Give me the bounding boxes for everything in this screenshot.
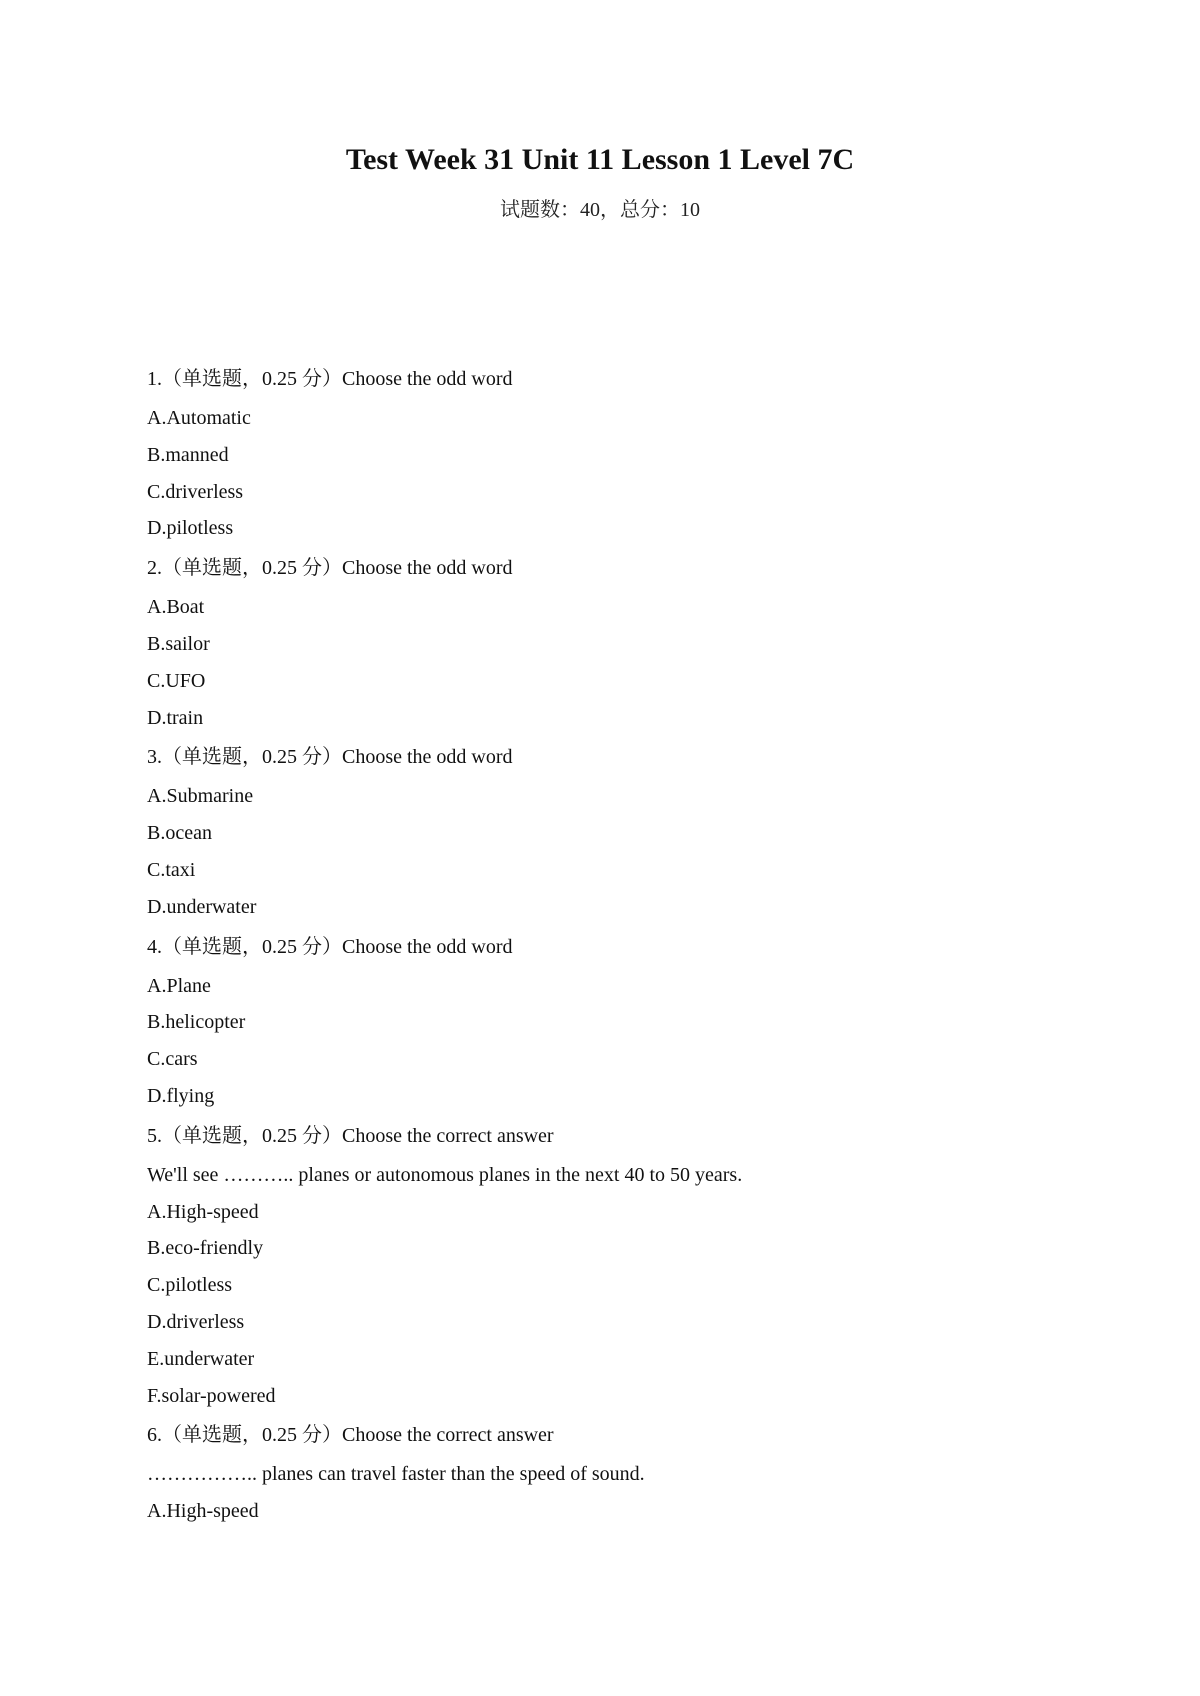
answer-option[interactable]: A.Boat <box>147 596 205 619</box>
answer-option[interactable]: B.eco-friendly <box>147 1237 264 1260</box>
answer-option[interactable]: A.Automatic <box>147 407 251 429</box>
question-stem: …………….. planes can travel faster than the speed of sound. <box>147 1463 645 1486</box>
answer-option[interactable]: D.train <box>147 706 204 729</box>
answer-option[interactable]: C.pilotless <box>147 1274 233 1297</box>
answer-option[interactable]: B.manned <box>147 443 229 466</box>
document-subtitle: 试题数：40，总分：10 <box>500 199 700 221</box>
question-header: 5.（单选题，0.25 分）Choose the correct answer <box>147 1124 554 1147</box>
answer-option[interactable]: D.flying <box>147 1084 215 1107</box>
question-header: 6.（单选题，0.25 分）Choose the correct answer <box>147 1424 554 1447</box>
question-stem: We'll see ……….. planes or autonomous planes in the next 40 to 50 years. <box>147 1163 743 1186</box>
answer-option[interactable]: C.cars <box>147 1048 198 1071</box>
answer-option[interactable]: C.UFO <box>147 669 206 692</box>
answer-option[interactable]: B.sailor <box>147 632 210 655</box>
answer-option[interactable]: A.Plane <box>147 974 211 997</box>
question-header: 4.（单选题，0.25 分）Choose the odd word <box>147 935 513 958</box>
answer-option[interactable]: C.taxi <box>147 858 196 881</box>
question-header: 2.（单选题，0.25 分）Choose the odd word <box>147 557 513 580</box>
answer-option[interactable]: D.underwater <box>147 895 257 918</box>
question-header: 1.（单选题，0.25 分）Choose the odd word <box>147 368 513 390</box>
answer-option[interactable]: B.ocean <box>147 822 212 845</box>
answer-option[interactable]: B.helicopter <box>147 1011 246 1034</box>
question-header: 3.（单选题，0.25 分）Choose the odd word <box>147 746 513 769</box>
answer-option[interactable]: E.underwater <box>147 1347 255 1370</box>
answer-option[interactable]: F.solar-powered <box>147 1384 276 1407</box>
answer-option[interactable]: D.driverless <box>147 1310 245 1333</box>
answer-option[interactable]: A.Submarine <box>147 785 254 808</box>
answer-option[interactable]: D.pilotless <box>147 517 234 540</box>
question-list <box>147 358 1107 1530</box>
answer-option[interactable]: A.High-speed <box>147 1200 259 1223</box>
document-title: Test Week 31 Unit 11 Lesson 1 Level 7C <box>345 143 855 176</box>
answer-option[interactable]: A.High-speed <box>147 1500 259 1523</box>
answer-option[interactable]: C.driverless <box>147 480 244 503</box>
